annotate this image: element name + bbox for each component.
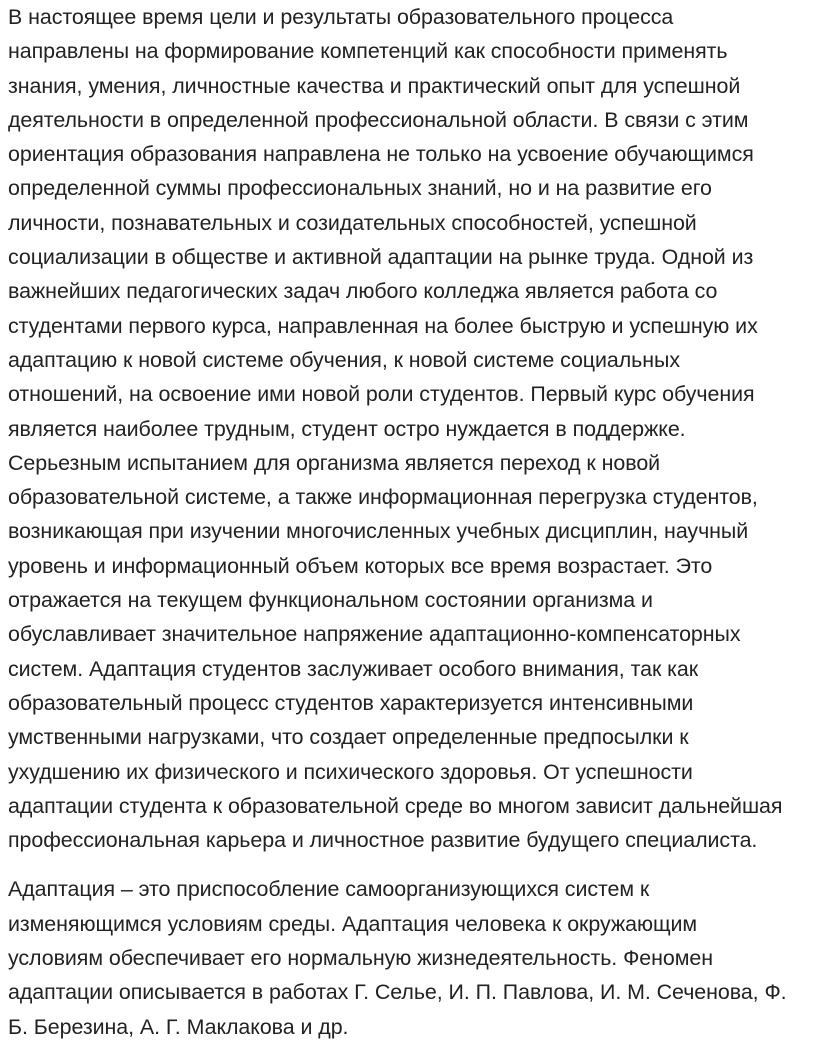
text-line: Серьезным испытанием для организма является переход к новой (8, 450, 661, 475)
document-page (8, 0, 808, 1044)
text-line: образовательный процесс студентов характеризуется интенсивными (8, 690, 694, 715)
text-line: студентами первого курса, направленная на более быструю и успешную их (8, 313, 758, 338)
text-line: направлены на формирование компетенций как способности применять (8, 39, 728, 64)
text-line: условиям обеспечивает его нормальную жизнедеятельность. Феномен (8, 946, 714, 971)
text-line: адаптацию к новой системе обучения, к новой системе социальных (8, 347, 681, 372)
text-line: умственными нагрузками, что создает определенные предпосылки к (8, 725, 689, 750)
text-line: возникающая при изучении многочисленных учебных дисциплин, научный (8, 519, 749, 544)
text-line: Б. Березина, А. Г. Маклакова и др. (8, 1014, 349, 1039)
text-line: важнейших педагогических задач любого колледжа является работа со (8, 279, 718, 304)
text-line: знания, умения, личностные качества и практический опыт для успешной (8, 73, 741, 98)
text-line: изменяющимся условиям среды. Адаптация человека к окружающим (8, 911, 698, 936)
text-line: В настоящее время цели и результаты образовательного процесса (8, 5, 674, 29)
text-line: личности, познавательных и созидательных способностей, успешной (8, 210, 697, 235)
text-line: профессиональная карьера и личностное развитие будущего специалиста. (8, 828, 758, 853)
text-line: образовательной системе, а также информационная перегрузка студентов, (8, 485, 758, 510)
text-line: ухудшению их физического и психического здоровья. От успешности (8, 759, 693, 784)
paragraph-adaptation-definition (8, 872, 808, 1043)
text-line: обуславливает значительное напряжение адаптационно-компенсаторных (8, 622, 741, 647)
text-line: является наиболее трудным, студент остро нуждается в поддержке. (8, 416, 686, 441)
text-line: систем. Адаптация студентов заслуживает особого внимания, так как (8, 656, 699, 681)
text-line: уровень и информационный объем которых все время возрастает. Это (8, 553, 713, 578)
text-line: определенной суммы профессиональных знаний, но и на развитие его (8, 176, 712, 201)
text-line: отражается на текущем функциональном состоянии организма и (8, 588, 653, 613)
paragraph-adaptation-context (8, 0, 808, 857)
text-line: ориентация образования направлена не только на усвоение обучающимся (8, 142, 754, 167)
text-line: Адаптация – это приспособление самоорганизующихся систем к (8, 877, 650, 902)
text-line: социализации в обществе и активной адаптации на рынке труда. Одной из (8, 245, 754, 270)
text-line: адаптации описывается в работах Г. Селье, И. П. Павлова, И. М. Сеченова, Ф. (8, 980, 787, 1005)
text-line: отношений, на освоение ими новой роли студентов. Первый курс обучения (8, 382, 755, 407)
text-line: деятельности в определенной профессиональной области. В связи с этим (8, 107, 749, 132)
text-line: адаптации студента к образовательной среде во многом зависит дальнейшая (8, 793, 783, 818)
